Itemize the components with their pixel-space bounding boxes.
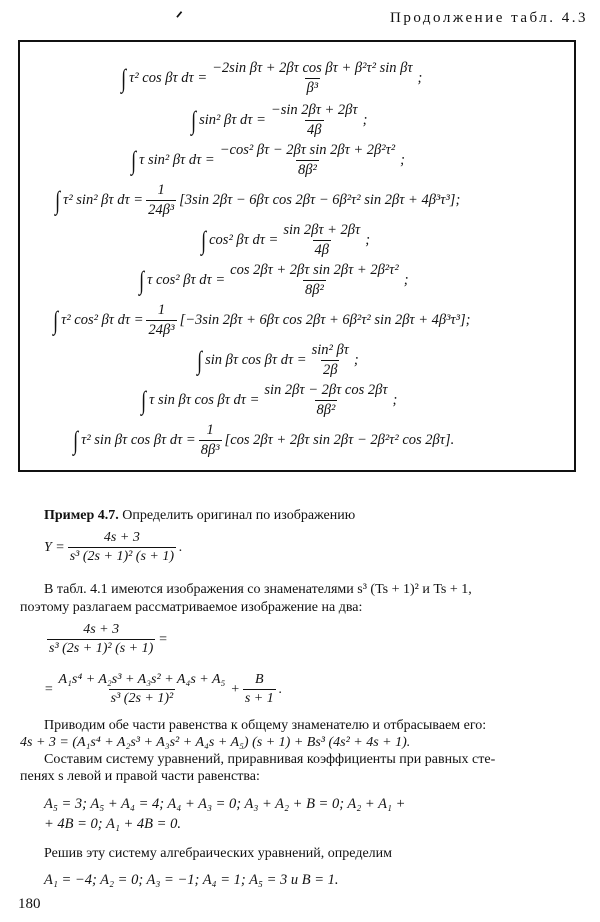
integral-lhs: cos² βτ dτ =: [209, 232, 279, 248]
paragraph-line: Решив эту систему алгебраических уравнений, определим: [44, 846, 392, 861]
integral-sign: ∫: [197, 345, 203, 375]
example-heading: [44, 508, 355, 524]
fraction: [47, 622, 155, 657]
numerator: sin 2βτ − 2βτ cos 2βτ: [264, 382, 388, 398]
numerator: sin 2βτ + 2βτ: [283, 222, 361, 238]
integral-sign: ∫: [53, 305, 59, 335]
equals: =: [44, 681, 54, 697]
fraction: [281, 222, 362, 259]
denominator: 8β²: [316, 402, 336, 418]
integral-sign: ∫: [141, 385, 147, 415]
example-text: Определить оригинал по изображению: [122, 508, 356, 523]
denominator: 8β²: [298, 162, 317, 178]
integral-row: [196, 342, 359, 379]
numerator: cos 2βτ + 2βτ sin 2βτ + 2β²τ²: [230, 262, 399, 278]
fraction: [310, 342, 351, 379]
fraction: [210, 60, 414, 97]
integral-sign: ∫: [139, 265, 145, 295]
numerator: sin² βτ: [311, 342, 349, 358]
numerator: A₁s⁴ + A₂s³ + A₃s² + A₄s + A₅: [58, 672, 226, 687]
fraction: [199, 422, 222, 459]
paragraph-line: Составим систему уравнений, приравнивая коэффициенты при равных сте-: [44, 752, 496, 767]
integral-lhs: τ sin² βτ dτ =: [139, 152, 215, 168]
integral-sign: ∫: [191, 105, 197, 135]
image-function: [44, 530, 183, 565]
integral-lhs: τ² cos βτ dτ =: [129, 70, 208, 86]
equation-1: [44, 622, 168, 657]
paragraph-line: пенях s левой и правой части равенства:: [20, 769, 260, 784]
fraction: [146, 182, 176, 219]
integral-sign: ∫: [55, 185, 61, 215]
fraction: [218, 142, 397, 179]
page-number: 180: [18, 896, 41, 912]
integral-lhs: τ² sin βτ cos βτ dτ =: [81, 432, 196, 448]
fraction: [243, 672, 276, 707]
integral-row: [190, 102, 367, 139]
denominator: 24β³: [148, 202, 175, 218]
y-tail: .: [179, 539, 183, 555]
numerator: 4s + 3: [83, 622, 120, 637]
integral-lhs: τ² cos² βτ dτ =: [61, 312, 144, 328]
integral-row: [72, 422, 454, 459]
integral-tail: [cos 2βτ + 2βτ sin 2βτ − 2β²τ² cos 2βτ].: [224, 432, 455, 448]
integral-sign: ∫: [201, 225, 207, 255]
integral-table: [18, 40, 576, 472]
denominator: 8β³: [200, 442, 220, 458]
fraction: [269, 102, 360, 139]
integral-tail: ;: [417, 70, 423, 86]
numerator: 4s + 3: [103, 530, 140, 545]
integral-sign: ∫: [131, 145, 137, 175]
numerator: −2sin βτ + 2βτ cos βτ + β²τ² sin βτ: [212, 60, 413, 76]
integral-lhs: sin βτ cos βτ dτ =: [205, 352, 307, 368]
integral-tail: ;: [392, 392, 398, 408]
paragraph-line: поэтому разлагаем рассматриваемое изображение на два:: [20, 600, 363, 615]
y-lhs: Y =: [44, 539, 65, 555]
denominator: s + 1: [244, 691, 274, 706]
equation-2: [44, 672, 282, 707]
integral-sign: ∫: [73, 425, 79, 455]
paragraph-line: Приводим обе части равенства к общему знаменателю и отбрасываем его:: [44, 718, 487, 733]
integral-row: [120, 60, 422, 97]
system-line: A₅ = 3; A₅ + A₄ = 4; A₄ + A₃ = 0; A₃ + A₂ + B = 0; A₂ + A₁ +: [44, 796, 406, 812]
denominator: 4β: [307, 122, 322, 138]
denominator: 8β²: [305, 282, 324, 298]
numerator: 1: [157, 302, 166, 318]
fraction: [56, 672, 227, 707]
integral-tail: ;: [365, 232, 371, 248]
integral-tail: [−3sin 2βτ + 6βτ cos 2βτ + 6β²τ² sin 2βτ + 4β³τ³];: [179, 312, 471, 328]
margin-mark: ᐟ: [176, 10, 183, 27]
integral-tail: ;: [362, 112, 368, 128]
integral-lhs: τ² sin² βτ dτ =: [63, 192, 144, 208]
fraction: [262, 382, 389, 419]
integral-tail: [3sin 2βτ − 6βτ cos 2βτ − 6β²τ² sin 2βτ + 4β³τ³];: [179, 192, 461, 208]
integral-sign: ∫: [121, 63, 127, 93]
denominator: s³ (2s + 1)² (s + 1): [49, 641, 154, 656]
integral-lhs: τ sin βτ cos βτ dτ =: [149, 392, 260, 408]
fraction: [68, 530, 176, 565]
fraction: [228, 262, 401, 299]
equation-line: 4s + 3 = (A₁s⁴ + A₂s³ + A₃s² + A₄s + A₅) (s + 1) + Bs³ (4s² + 4s + 1).: [20, 735, 411, 750]
integral-row: [130, 142, 405, 179]
paragraph-line: В табл. 4.1 имеются изображения со знаменателями s³ (Ts + 1)² и Ts + 1,: [44, 582, 472, 597]
numerator: −cos² βτ − 2βτ sin 2βτ + 2β²τ²: [219, 142, 396, 158]
integral-tail: ;: [403, 272, 409, 288]
denominator: s³ (2s + 1)² (s + 1): [69, 549, 175, 564]
integral-row: [140, 382, 397, 419]
system-line: + 4B = 0; A₁ + 4B = 0.: [44, 816, 181, 832]
numerator: 1: [157, 182, 165, 198]
example-label: Пример 4.7.: [44, 508, 119, 523]
integral-row: [52, 302, 470, 339]
numerator: 1: [206, 422, 214, 438]
integral-tail: ;: [353, 352, 359, 368]
integral-tail: ;: [400, 152, 405, 168]
fraction: [146, 302, 176, 339]
equals: =: [158, 631, 168, 647]
running-head: Продолжение табл. 4.3: [390, 10, 588, 26]
numerator: −sin 2βτ + 2βτ: [270, 102, 358, 118]
numerator: B: [255, 672, 264, 687]
integral-row: [54, 182, 460, 219]
denominator: 24β³: [148, 322, 175, 338]
period: .: [278, 681, 283, 697]
result-line: A₁ = −4; A₂ = 0; A₃ = −1; A₄ = 1; A₅ = 3 и B = 1.: [44, 872, 339, 888]
denominator: 4β: [314, 242, 329, 258]
integral-lhs: sin² βτ dτ =: [199, 112, 266, 128]
denominator: 2β: [322, 362, 338, 378]
denominator: β³: [306, 80, 319, 96]
plus: +: [230, 681, 240, 697]
integral-lhs: τ cos² βτ dτ =: [147, 272, 226, 288]
denominator: s³ (2s + 1)²: [110, 691, 174, 706]
integral-row: [200, 222, 370, 259]
integral-row: [138, 262, 409, 299]
